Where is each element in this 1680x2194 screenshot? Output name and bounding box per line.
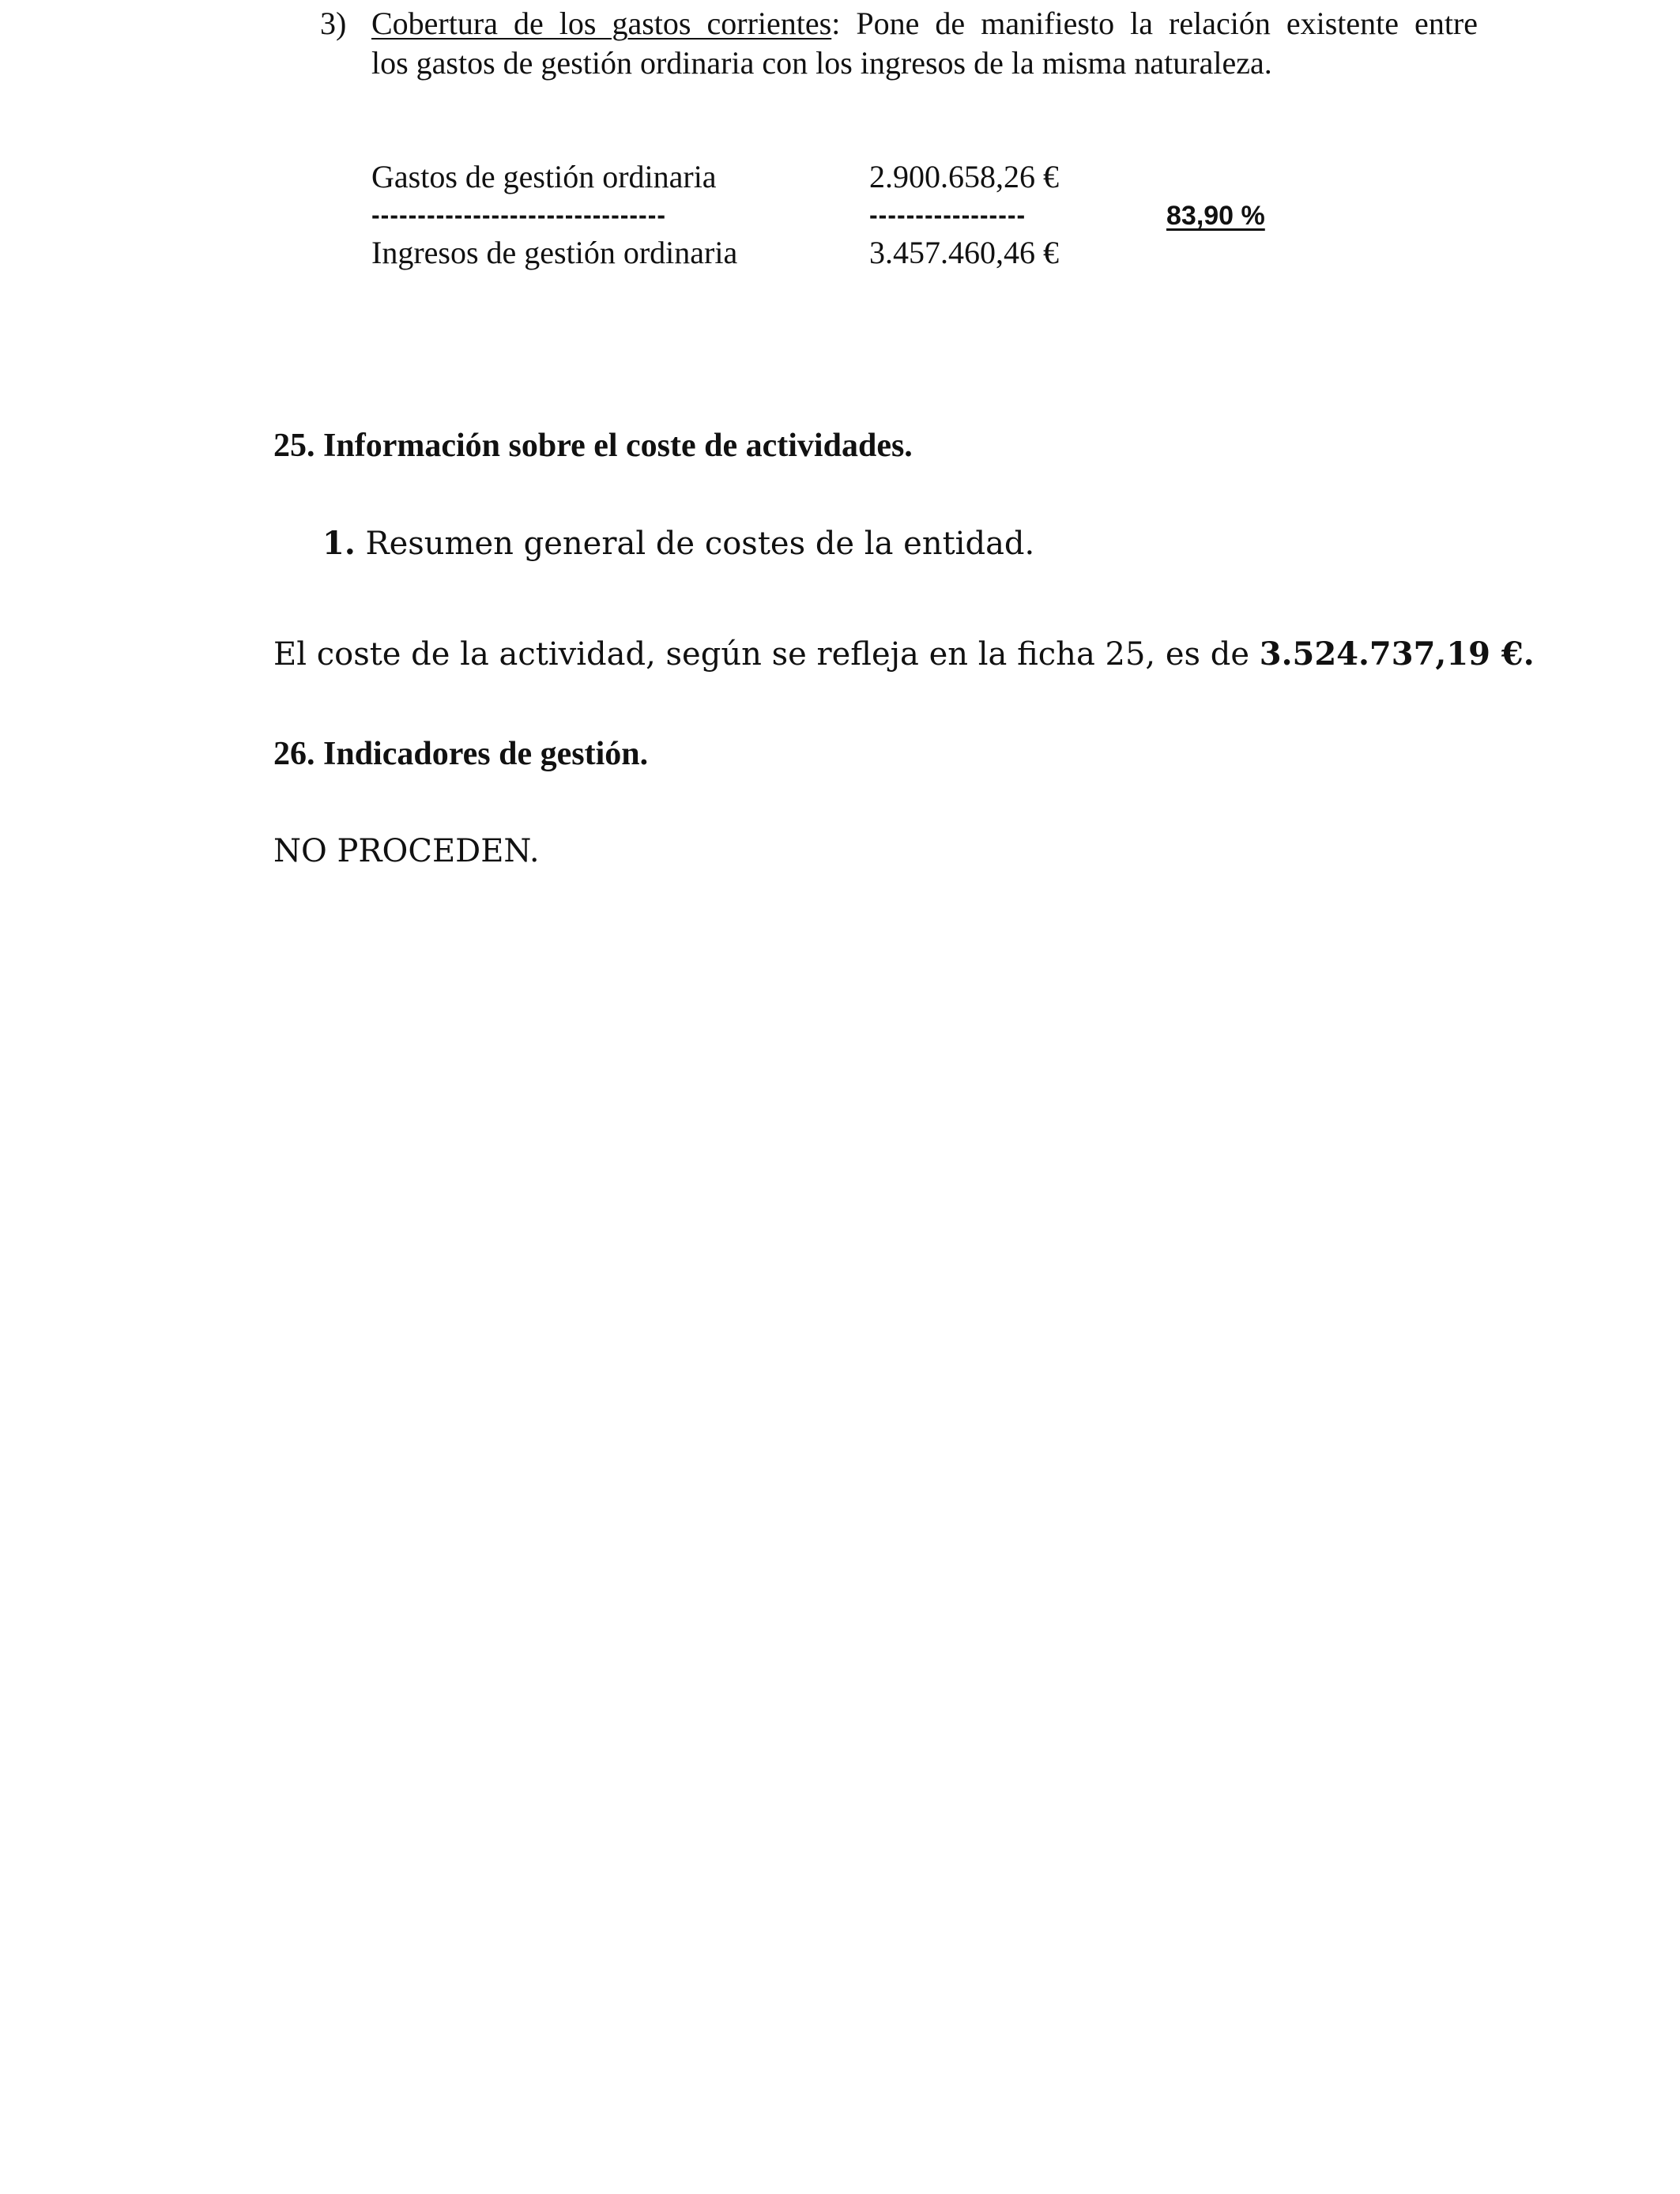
denominator-label: Ingresos de gestión ordinaria	[371, 235, 738, 270]
item3-line2: los gastos de gestión ordinaria con los ingresos de la misma naturaleza.	[371, 45, 1272, 81]
section-25-subitem	[322, 525, 1034, 562]
list-number: 3)	[320, 6, 347, 41]
denominator-value: 3.457.460,46 €	[869, 235, 1059, 270]
item3-term: Cobertura de los gastos corrientes	[371, 6, 832, 41]
cost-value: 3.524.737,19 €.	[1259, 635, 1535, 673]
cost-text: El coste de la actividad, según se refleja en la ficha 25, es de	[273, 636, 1260, 673]
cost-paragraph	[273, 635, 1535, 673]
value-separator: -----------------	[869, 201, 1026, 229]
section-25-heading: 25. Información sobre el coste de actividades.	[273, 428, 913, 464]
numerator-label: Gastos de gestión ordinaria	[371, 159, 717, 194]
item3-line1	[371, 5, 1478, 42]
subitem-text: Resumen general de costes de la entidad.	[355, 526, 1035, 562]
section-26-heading: 26. Indicadores de gestión.	[273, 736, 649, 772]
subitem-number: 1.	[322, 525, 356, 562]
numerator-value: 2.900.658,26 €	[869, 159, 1059, 194]
label-separator: --------------------------------	[371, 201, 666, 229]
section-26-text: NO PROCEDEN.	[273, 833, 540, 869]
ratio-result: 83,90 %	[1166, 201, 1265, 231]
item3-line1-rest: : Pone de manifiesto la relación existente entre	[831, 6, 1478, 41]
